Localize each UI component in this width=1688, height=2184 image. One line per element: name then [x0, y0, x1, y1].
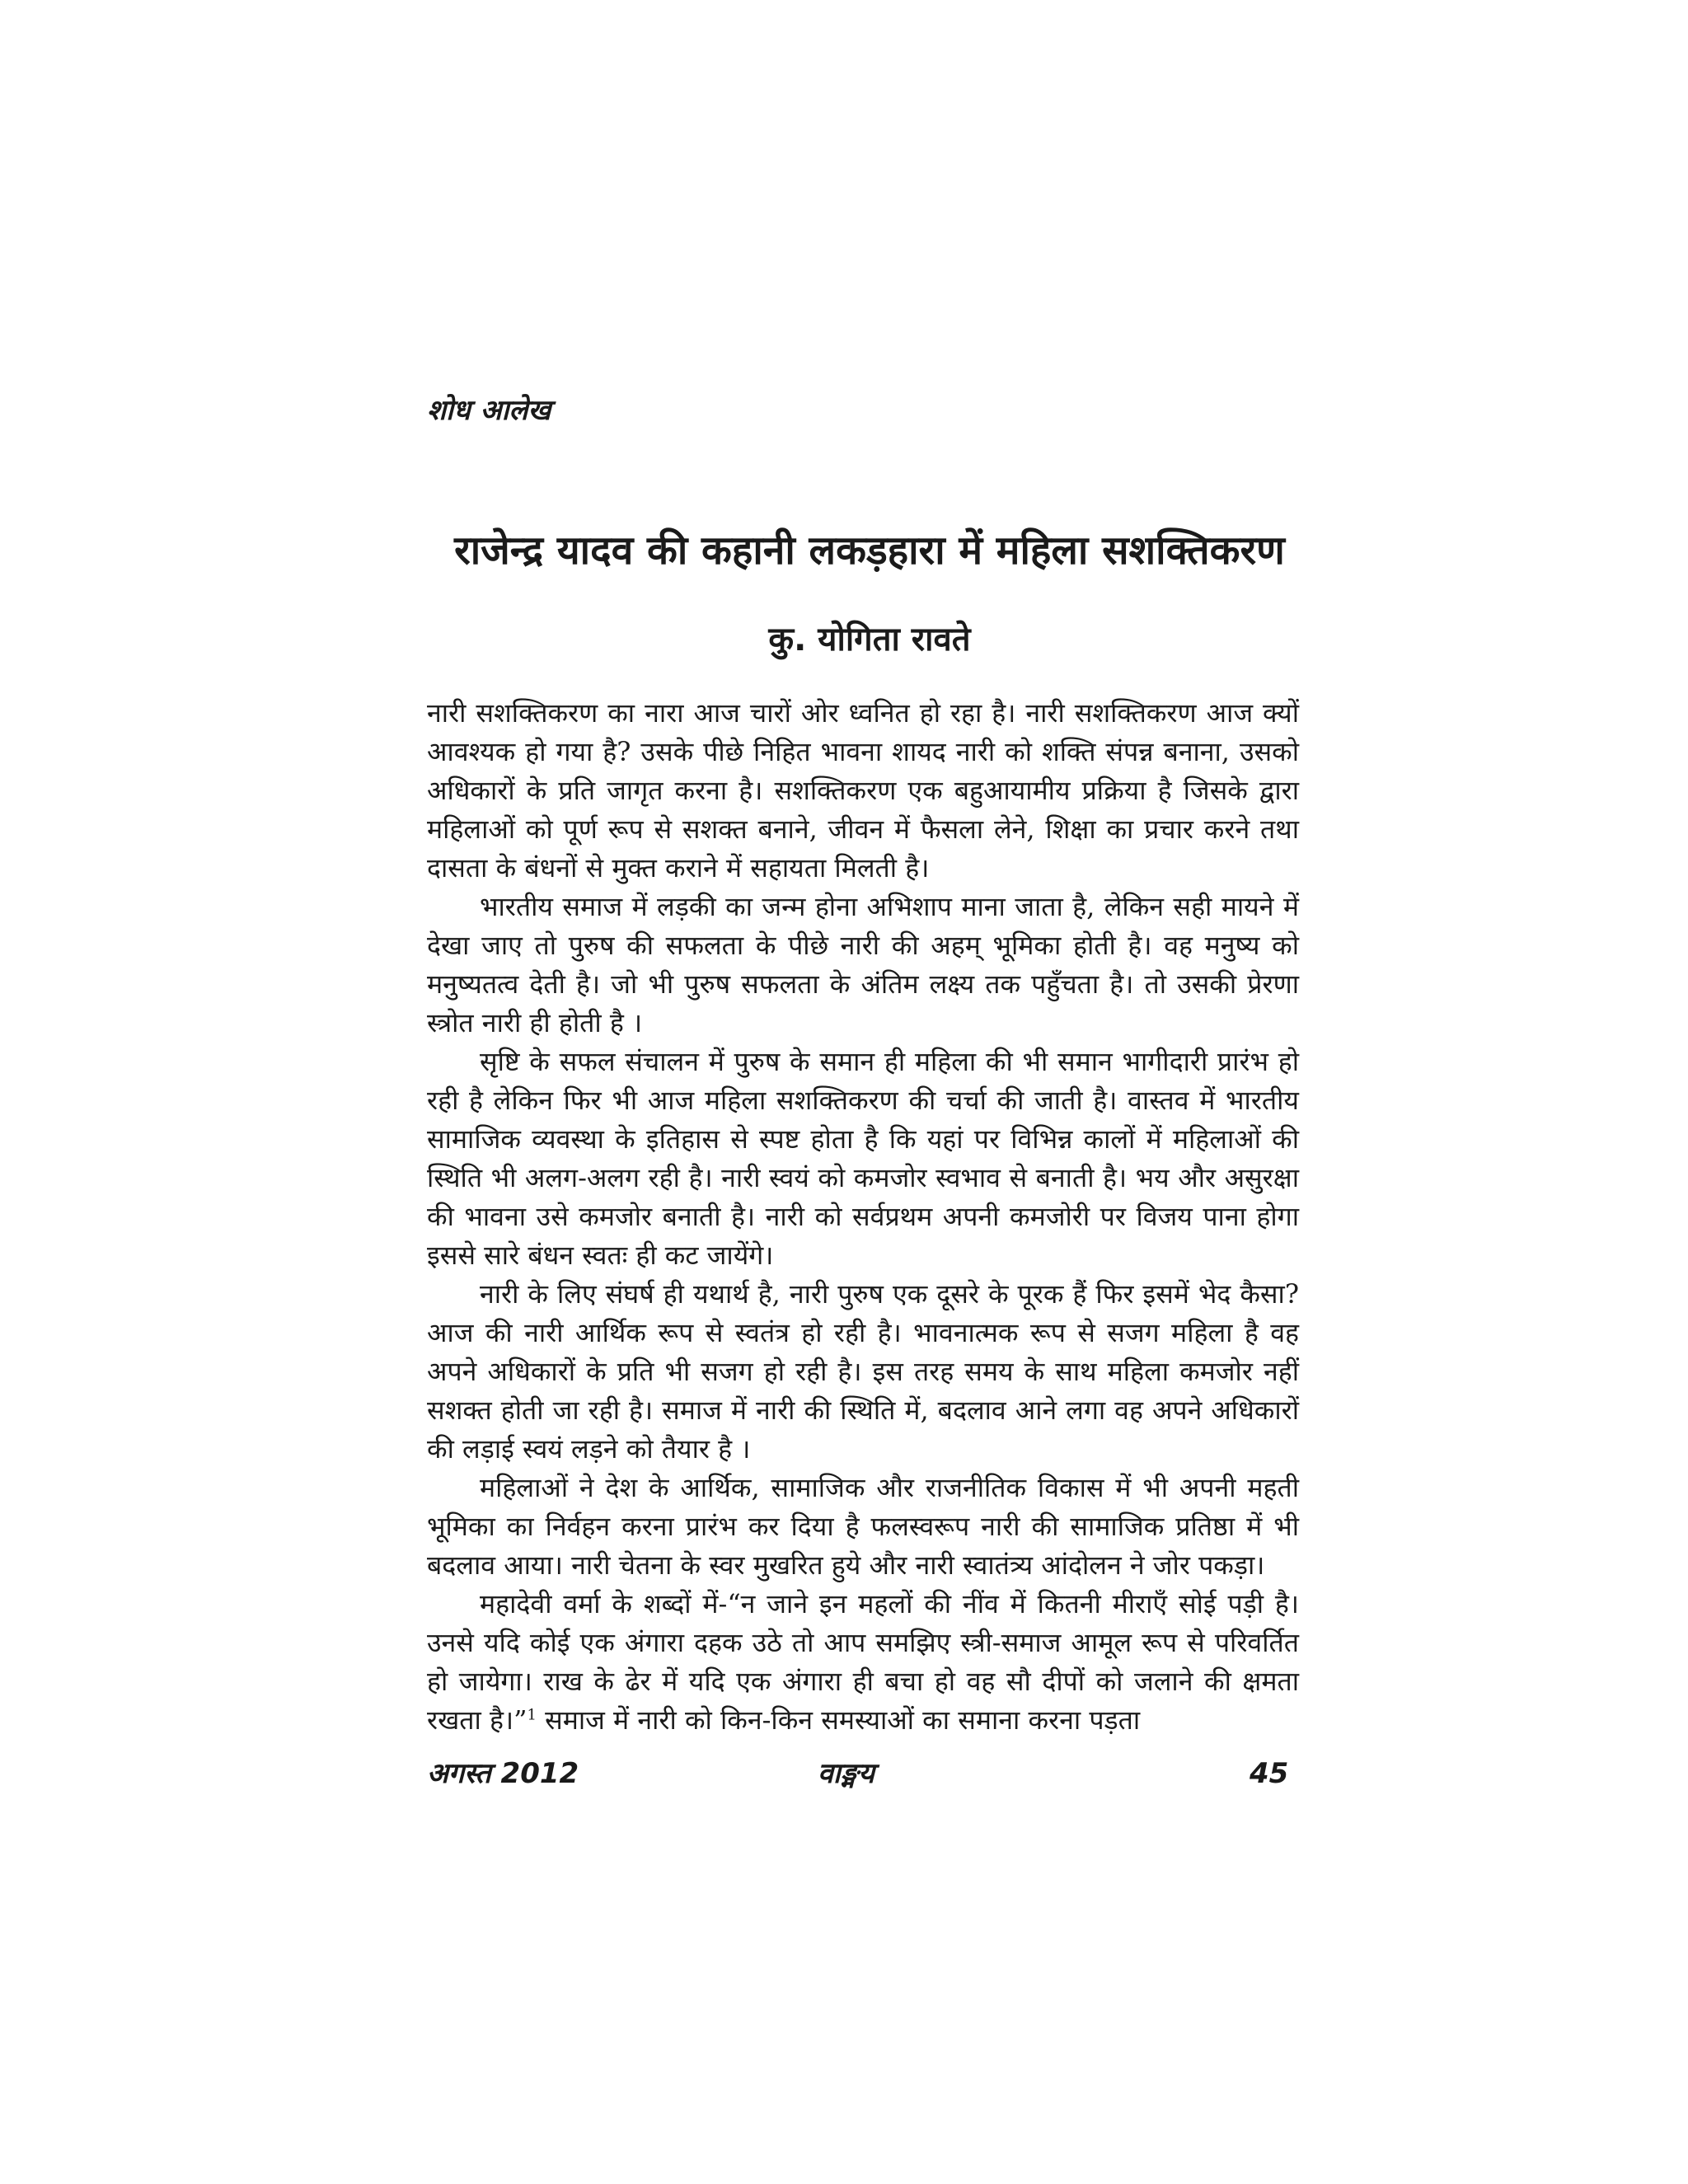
- paragraph-with-footnote: [427, 1585, 1299, 1740]
- footer-journal-name: वाङ्मय: [818, 1757, 874, 1790]
- footer-date: अगस्त 2012: [427, 1757, 579, 1790]
- footnote-reference: 1: [527, 1706, 537, 1724]
- article-body: [427, 694, 1299, 1740]
- paragraph: नारी के लिए संघर्ष ही यथार्थ है, नारी पुरुष एक दूसरे के पूरक हैं फिर इसमें भेद कैसा? आज की नारी आर्थिक रूप से स्वतंत्र हो रही है। भावनात्मक रूप से सजग महिला है वह अपने अधिकारों के प्रति भी सजग हो रही है। इस तरह समय के साथ महिला कमजोर नहीं सशक्त होती जा रही है। समाज में नारी की स्थिति में, बदलाव आने लगा वह अपने अधिकारों की लड़ाई स्वयं लड़ने को तैयार है ।: [427, 1278, 1299, 1465]
- paragraph: नारी सशक्तिकरण का नारा आज चारों ओर ध्वनित हो रहा है। नारी सशक्तिकरण आज क्यों आवश्यक हो गया है? उसके पीछे निहित भावना शायद नारी को शक्ति संपन्न बनाना, उसको अधिकारों के प्रति जागृत करना है। सशक्तिकरण एक बहुआयामीय प्रक्रिया है जिसके द्वारा महिलाओं को पूर्ण रूप से सशक्त बनाने, जीवन में फैसला लेने, शिक्षा का प्रचार करने तथा दासता के बंधनों से मुक्त कराने में सहायता मिलती है।: [427, 697, 1299, 883]
- paragraph: महिलाओं ने देश के आर्थिक, सामाजिक और राजनीतिक विकास में भी अपनी महती भूमिका का निर्वहन करना प्रारंभ कर दिया है फलस्वरूप नारी की सामाजिक प्रतिष्ठा में भी बदलाव आया। नारी चेतना के स्वर मुखरित हुये और नारी स्वातंत्र्य आंदोलन ने जोर पकड़ा।: [427, 1472, 1299, 1581]
- article-title: राजेन्द्र यादव की कहानी लकड़हारा में महिला सशक्तिकरण: [454, 527, 1285, 574]
- paragraph: सृष्टि के सफल संचालन में पुरुष के समान ही महिला की भी समान भागीदारी प्रारंभ हो रही है लेकिन फिर भी आज महिला सशक्तिकरण की चर्चा की जाती है। वास्तव में भारतीय सामाजिक व्यवस्था के इतिहास से स्पष्ट होता है कि यहां पर विभिन्न कालों में महिलाओं की स्थिति भी अलग-अलग रही है। नारी स्वयं को कमजोर स्वभाव से बनाती है। भय और असुरक्षा की भावना उसे कमजोर बनाती है। नारी को सर्वप्रथम अपनी कमजोरी पर विजय पाना होगा इससे सारे बंधन स्वतः ही कट जायेंगे।: [427, 1046, 1299, 1271]
- paragraph-text-continued: समाज में नारी को किन-किन समस्याओं का समाना करना पड़ता: [536, 1704, 1141, 1736]
- section-label: शोध आलेख: [427, 394, 551, 427]
- paragraph-text: महादेवी वर्मा के शब्दों में-“न जाने इन महलों की नींव में कितनी मीराएँ सोई पड़ी है। उनसे यदि कोई एक अंगारा दहक उठे तो आप समझिए स्त्री-समाज आमूल रूप से परिवर्तित हो जायेगा। राख के ढेर में यदि एक अंगारा ही बचा हो वह सौ दीपों को जलाने की क्षमता रखता है।”: [427, 1588, 1299, 1736]
- article-author: कु. योगिता रावते: [768, 621, 971, 658]
- footer-page-number: 45: [1250, 1757, 1289, 1790]
- paragraph: भारतीय समाज में लड़की का जन्म होना अभिशाप माना जाता है, लेकिन सही मायने में देखा जाए तो पुरुष की सफलता के पीछे नारी की अहम्‌ भूमिका होती है। वह मनुष्य को मनुष्यतत्व देती है। जो भी पुरुष सफलता के अंतिम लक्ष्य तक पहुँचता है। तो उसकी प्रेरणा स्त्रोत नारी ही होती है ।: [427, 891, 1299, 1038]
